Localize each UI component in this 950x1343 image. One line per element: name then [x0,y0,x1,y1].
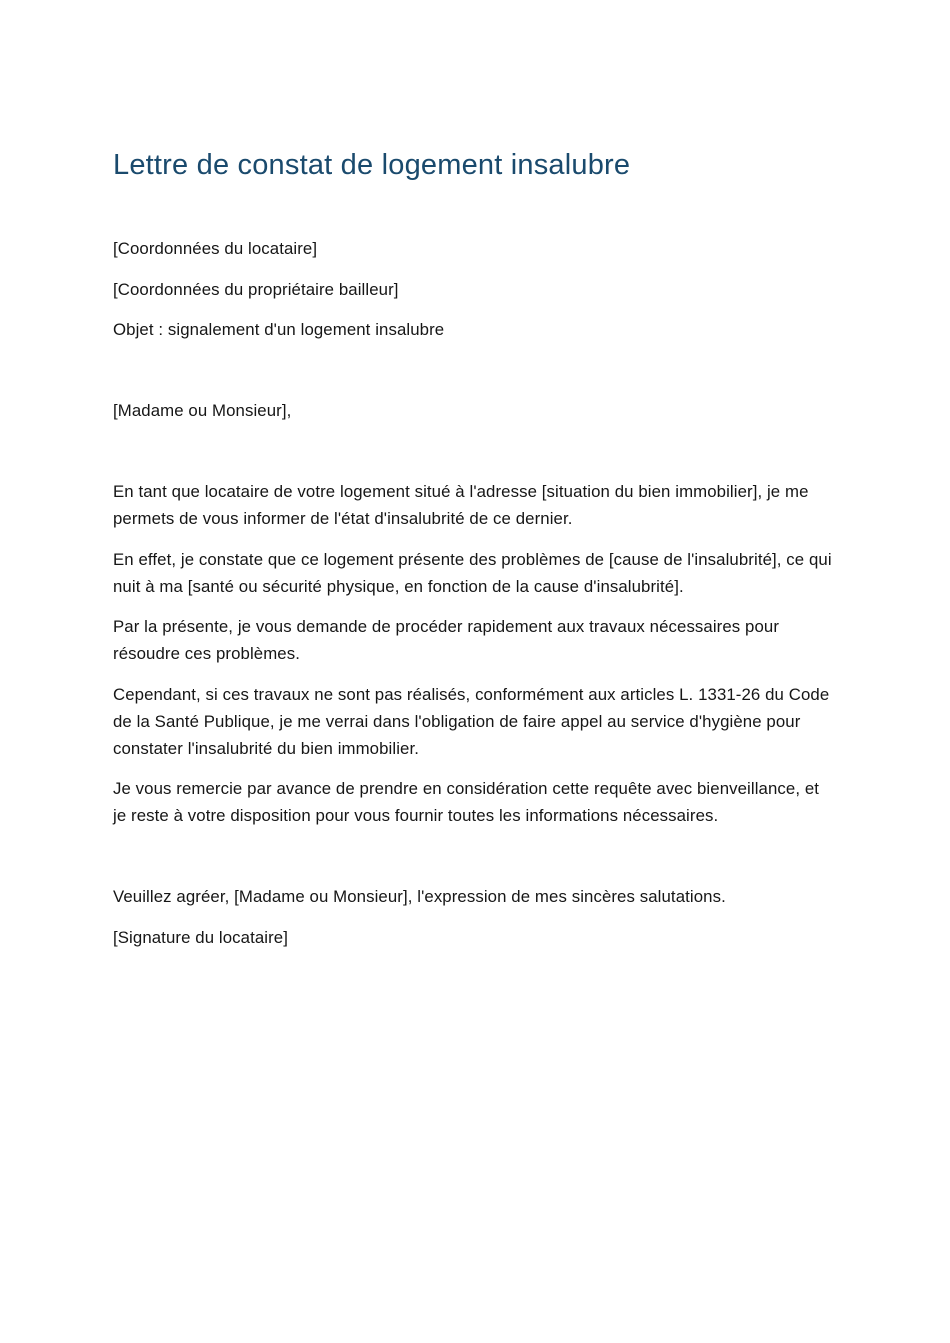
closing-line: Veuillez agréer, [Madame ou Monsieur], l'expression de mes sincères salutations. [113,887,726,906]
body-paragraph-3: Par la présente, je vous demande de procéder rapidement aux travaux nécessaires pour résoudre ces problèmes. [113,617,780,663]
landlord-contact-placeholder: [Coordonnées du propriétaire bailleur] [113,279,399,299]
body-paragraph-1: En tant que locataire de votre logement situé à l'adresse [situation du bien immobilier], je me permets de vous informer de l'état d'insalubrité de ce dernier. [113,482,809,528]
subject-line: Objet : signalement d'un logement insalubre [113,320,445,339]
tenant-contact-placeholder: [Coordonnées du locataire] [113,239,318,258]
blank-line [113,438,837,465]
blank-line [113,843,837,870]
letter-title: Lettre de constat de logement insalubre [113,149,631,181]
signature-placeholder: [Signature du locataire] [113,927,288,947]
body-paragraph-5: Je vous remercie par avance de prendre en considération cette requête avec bienveillance, et je reste à votre disposition pour vous fournir toutes les informations nécessaires. [113,779,820,825]
salutation-line: [Madame ou Monsieur], [113,401,292,420]
body-paragraph-4: Cependant, si ces travaux ne sont pas réalisés, conformément aux articles L. 1331-26 du Code de la Santé Publique, je me verrai dans l'obligation de faire appel au service d'hygiène pour constater l'insalubrité du bien immobilier. [113,684,830,758]
body-paragraph-2: En effet, je constate que ce logement présente des problèmes de [cause de l'insalubrité], ce qui nuit à ma [santé ou sécurité physique, en fonction de la cause d'insalubrité]. [113,549,832,596]
blank-line [113,357,837,384]
